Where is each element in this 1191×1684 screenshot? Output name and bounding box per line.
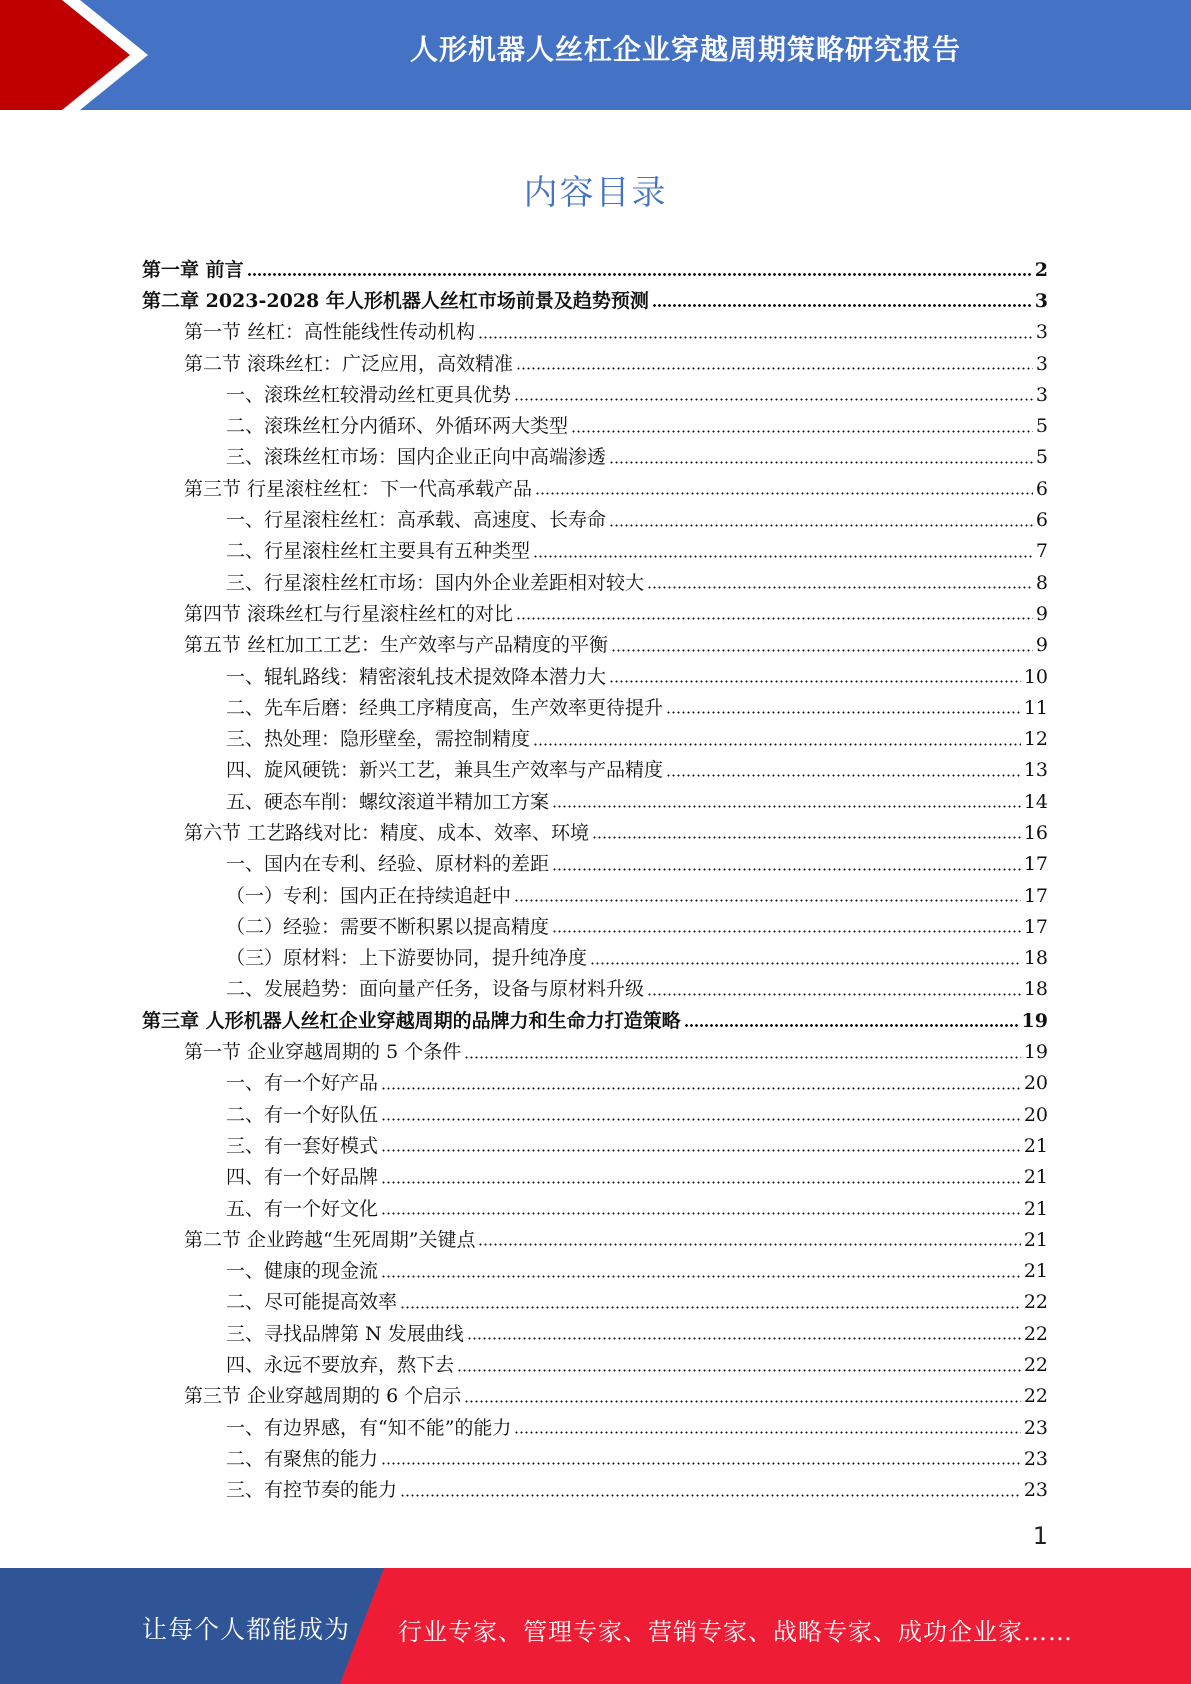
toc-entry[interactable] (142, 723, 1048, 754)
toc-entry-label: 二、先车后磨：经典工序精度高，生产效率更待提升 (226, 696, 664, 719)
dot-leader (478, 1243, 1020, 1246)
footer-slogan: 让每个人都能成为 (142, 1615, 351, 1644)
toc-entry[interactable] (142, 1318, 1048, 1349)
toc-entry-label: 三、行星滚柱丝杠市场：国内外企业差距相对较大 (226, 571, 645, 594)
toc-entry-page: 17 (1023, 884, 1048, 907)
toc-entry[interactable] (142, 1349, 1048, 1380)
toc-entry[interactable] (142, 661, 1048, 692)
toc-entry-page: 19 (1021, 1009, 1048, 1032)
toc-entry[interactable] (142, 692, 1048, 723)
toc-entry[interactable] (142, 536, 1048, 567)
toc-entry-label: 三、有控节奏的能力 (226, 1479, 398, 1502)
toc-entry-label: 三、热处理：隐形壁垒，需控制精度 (226, 728, 531, 751)
toc-entry-label: 四、旋风硬铣：新兴工艺，兼具生产效率与产品精度 (226, 759, 664, 782)
dot-leader (666, 774, 1021, 777)
toc-entry-label: 第三节 行星滚柱丝杠：下一代高承载产品 (184, 477, 533, 500)
toc-entry-label: 三、滚珠丝杠市场：国内企业正向中高端渗透 (226, 446, 607, 469)
dot-leader (647, 586, 1033, 589)
dot-leader (609, 524, 1033, 527)
toc-entry-page: 22 (1023, 1354, 1048, 1377)
toc-entry-page: 3 (1035, 321, 1048, 344)
toc-entry-label: 二、行星滚柱丝杠主要具有五种类型 (226, 540, 531, 563)
toc-entry-label: （一）专利：国内正在持续追赶中 (226, 884, 512, 907)
toc-entry[interactable] (142, 849, 1048, 880)
toc-entry[interactable] (142, 379, 1048, 410)
dot-leader (647, 993, 1021, 996)
table-of-contents (142, 254, 1048, 1506)
toc-entry-label: 二、有一个好队伍 (226, 1103, 379, 1126)
toc-entry-label: 一、辊轧路线：精密滚轧技术提效降本潜力大 (226, 665, 607, 688)
toc-entry[interactable] (142, 943, 1048, 974)
toc-entry[interactable] (142, 786, 1048, 817)
dot-leader (381, 1149, 1021, 1152)
dot-leader (684, 1024, 1019, 1027)
toc-entry-label: 一、健康的现金流 (226, 1260, 379, 1283)
toc-entry-label: 第三节 企业穿越周期的 6 个启示 (184, 1385, 462, 1408)
toc-entry[interactable] (142, 567, 1048, 598)
toc-entry[interactable] (142, 285, 1048, 316)
dot-leader (381, 1462, 1021, 1465)
toc-entry[interactable] (142, 817, 1048, 848)
dot-leader (467, 1337, 1021, 1340)
toc-entry-page: 21 (1023, 1166, 1048, 1189)
dot-leader (516, 617, 1033, 620)
dot-leader (552, 805, 1021, 808)
toc-entry-page: 2 (1034, 258, 1048, 281)
toc-entry-label: 第二章 2023-2028 年人形机器人丝杠市场前景及趋势预测 (142, 289, 649, 312)
report-title: 人形机器人丝杠企业穿越周期策略研究报告 (409, 33, 961, 66)
dot-leader (609, 680, 1021, 683)
toc-entry[interactable] (142, 1130, 1048, 1161)
toc-entry[interactable] (142, 1256, 1048, 1287)
dot-leader (666, 711, 1021, 714)
toc-entry-page: 23 (1023, 1447, 1048, 1470)
toc-entry[interactable] (142, 1381, 1048, 1412)
toc-entry[interactable] (142, 254, 1048, 285)
toc-entry[interactable] (142, 1475, 1048, 1506)
toc-entry-page: 6 (1035, 509, 1048, 532)
toc-entry-label: 一、有边界感，有“知不能”的能力 (226, 1416, 512, 1439)
toc-entry-label: 第一节 丝杠：高性能线性传动机构 (184, 321, 476, 344)
toc-entry-label: 第二节 滚珠丝杠：广泛应用，高效精准 (184, 352, 514, 375)
toc-entry-label: 第六节 工艺路线对比：精度、成本、效率、环境 (184, 821, 590, 844)
toc-entry-label: 二、有聚焦的能力 (226, 1447, 379, 1470)
toc-entry[interactable] (142, 755, 1048, 786)
page-number: 1 (1032, 1522, 1048, 1550)
dot-leader (464, 1400, 1021, 1403)
toc-entry[interactable] (142, 1287, 1048, 1318)
toc-entry-page: 11 (1023, 696, 1048, 719)
dot-leader (590, 962, 1021, 965)
toc-entry-page: 23 (1023, 1416, 1048, 1439)
toc-entry-label: 五、有一个好文化 (226, 1197, 379, 1220)
toc-entry-page: 22 (1023, 1322, 1048, 1345)
dot-leader (381, 1181, 1021, 1184)
toc-entry-page: 21 (1023, 1260, 1048, 1283)
toc-entry-label: 四、永远不要放弃，熬下去 (226, 1354, 455, 1377)
toc-entry[interactable] (142, 317, 1048, 348)
dot-leader (247, 273, 1032, 276)
dot-leader (535, 492, 1033, 495)
toc-entry[interactable] (142, 880, 1048, 911)
toc-entry-label: 一、行星滚柱丝杠：高承载、高速度、长寿命 (226, 509, 607, 532)
toc-entry[interactable] (142, 410, 1048, 441)
toc-entry[interactable] (142, 1005, 1048, 1036)
toc-entry-label: 第二节 企业跨越“生死周期”关键点 (184, 1228, 476, 1251)
toc-entry[interactable] (142, 1193, 1048, 1224)
toc-entry[interactable] (142, 1036, 1048, 1067)
dot-leader (552, 930, 1021, 933)
toc-entry-page: 21 (1023, 1134, 1048, 1157)
toc-entry-page: 13 (1023, 759, 1048, 782)
toc-entry-label: 一、有一个好产品 (226, 1072, 379, 1095)
dot-leader (516, 367, 1033, 370)
toc-entry-label: 二、发展趋势：面向量产任务，设备与原材料升级 (226, 978, 645, 1001)
toc-entry-page: 3 (1034, 289, 1048, 312)
dot-leader (478, 336, 1033, 339)
toc-entry-page: 7 (1035, 540, 1048, 563)
dot-leader (592, 836, 1021, 839)
dot-leader (514, 899, 1021, 902)
toc-entry-page: 5 (1035, 415, 1048, 438)
toc-entry[interactable] (142, 1099, 1048, 1130)
toc-entry-page: 20 (1023, 1072, 1048, 1095)
toc-entry-page: 5 (1035, 446, 1048, 469)
toc-entry-label: 二、尽可能提高效率 (226, 1291, 398, 1314)
toc-entry-label: （二）经验：需要不断积累以提高精度 (226, 915, 550, 938)
toc-entry-page: 10 (1023, 665, 1048, 688)
dot-leader (552, 868, 1021, 871)
toc-entry-page: 14 (1023, 790, 1048, 813)
dot-leader (533, 555, 1033, 558)
toc-entry-page: 18 (1023, 947, 1048, 970)
toc-entry-label: 第五节 丝杠加工工艺：生产效率与产品精度的平衡 (184, 634, 609, 657)
toc-entry[interactable] (142, 1068, 1048, 1099)
toc-entry-page: 6 (1035, 477, 1048, 500)
toc-entry-label: 一、国内在专利、经验、原材料的差距 (226, 853, 550, 876)
toc-entry-label: 第四节 滚珠丝杠与行星滚柱丝杠的对比 (184, 602, 514, 625)
footer-roles: 行业专家、管理专家、营销专家、战略专家、成功企业家…… (398, 1618, 1073, 1646)
toc-entry-label: 第一章 前言 (142, 258, 244, 281)
toc-entry-page: 9 (1035, 634, 1048, 657)
dot-leader (381, 1087, 1021, 1090)
toc-entry-page: 3 (1035, 383, 1048, 406)
dot-leader (611, 649, 1033, 652)
toc-entry[interactable] (142, 1443, 1048, 1474)
toc-entry-page: 17 (1023, 915, 1048, 938)
toc-entry-page: 9 (1035, 602, 1048, 625)
toc-entry[interactable] (142, 1412, 1048, 1443)
footer-banner (0, 1568, 1191, 1684)
toc-entry-page: 22 (1023, 1291, 1048, 1314)
toc-entry-page: 17 (1023, 853, 1048, 876)
toc-entry-page: 19 (1023, 1041, 1048, 1064)
dot-leader (609, 461, 1033, 464)
toc-entry-page: 21 (1023, 1197, 1048, 1220)
toc-entry-page: 21 (1023, 1228, 1048, 1251)
toc-entry-page: 3 (1035, 352, 1048, 375)
toc-heading: 内容目录 (523, 173, 668, 213)
toc-entry[interactable] (142, 473, 1048, 504)
dot-leader (571, 430, 1033, 433)
dot-leader (400, 1494, 1021, 1497)
dot-leader (457, 1369, 1021, 1372)
toc-entry-label: 第三章 人形机器人丝杠企业穿越周期的品牌力和生命力打造策略 (142, 1009, 681, 1032)
toc-entry-label: 四、有一个好品牌 (226, 1166, 379, 1189)
dot-leader (464, 1056, 1021, 1059)
toc-entry[interactable] (142, 630, 1048, 661)
toc-entry[interactable] (142, 504, 1048, 535)
toc-entry-label: 一、滚珠丝杠较滑动丝杠更具优势 (226, 383, 512, 406)
toc-entry[interactable] (142, 598, 1048, 629)
toc-entry-label: 三、寻找品牌第 N 发展曲线 (226, 1322, 464, 1345)
toc-entry[interactable] (142, 1162, 1048, 1193)
dot-leader (533, 743, 1021, 746)
toc-entry-label: 五、硬态车削：螺纹滚道半精加工方案 (226, 790, 550, 813)
dot-leader (400, 1306, 1021, 1309)
dot-leader (514, 398, 1033, 401)
toc-entry[interactable] (142, 442, 1048, 473)
toc-entry-label: 三、有一套好模式 (226, 1134, 379, 1157)
dot-leader (381, 1212, 1021, 1215)
toc-entry[interactable] (142, 348, 1048, 379)
toc-entry-page: 16 (1023, 821, 1048, 844)
toc-entry-page: 12 (1023, 728, 1048, 751)
toc-entry-page: 20 (1023, 1103, 1048, 1126)
toc-entry[interactable] (142, 1224, 1048, 1255)
toc-entry[interactable] (142, 911, 1048, 942)
header-banner (0, 0, 1191, 110)
dot-leader (652, 304, 1032, 307)
toc-entry-label: （三）原材料：上下游要协同，提升纯净度 (226, 947, 588, 970)
toc-entry-page: 18 (1023, 978, 1048, 1001)
toc-entry-page: 8 (1035, 571, 1048, 594)
chevron-arrow-icon (0, 0, 160, 110)
dot-leader (381, 1118, 1021, 1121)
toc-entry[interactable] (142, 974, 1048, 1005)
toc-entry-page: 23 (1023, 1479, 1048, 1502)
toc-entry-label: 二、滚珠丝杠分内循环、外循环两大类型 (226, 415, 569, 438)
dot-leader (514, 1431, 1020, 1434)
dot-leader (381, 1275, 1021, 1278)
toc-entry-page: 22 (1023, 1385, 1048, 1408)
toc-entry-label: 第一节 企业穿越周期的 5 个条件 (184, 1041, 462, 1064)
